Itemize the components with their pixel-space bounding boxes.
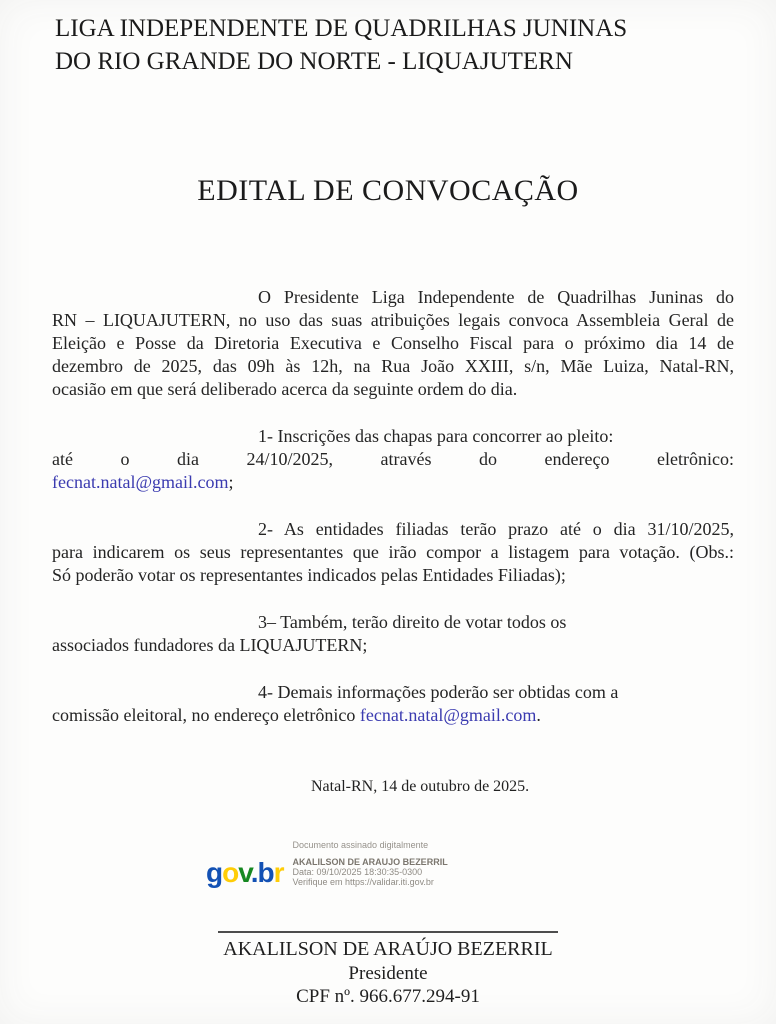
text-run: 2- As entidades filiadas terão prazo até o dia 31/10/2025, — [258, 519, 734, 539]
stamp-date: Data: 09/10/2025 18:30:35-0300 — [292, 867, 423, 877]
text-run: 1- Inscrições das chapas para concorrer ao pleito: — [258, 426, 614, 446]
header-line-1: LIGA INDEPENDENTE DE QUADRILHAS JUNINAS — [55, 15, 628, 42]
signature-block — [0, 931, 776, 1008]
text-line — [52, 378, 734, 401]
stamp-signed-note: Documento assinado digitalmente — [292, 840, 429, 850]
govbr-logo-letter: v — [238, 857, 251, 888]
govbr-signature-stamp — [206, 840, 776, 888]
paragraph — [52, 425, 734, 494]
document-title: EDITAL DE CONVOCAÇÃO — [197, 174, 579, 207]
email-link[interactable]: fecnat.natal@gmail.com — [52, 472, 229, 492]
text-line — [52, 518, 734, 541]
signature-name: AKALILSON DE ARAÚJO BEZERRIL — [223, 938, 553, 960]
header-line-2: DO RIO GRANDE DO NORTE - LIQUAJUTERN — [55, 48, 573, 75]
text-run: O Presidente Liga Independente de Quadrilhas Juninas do — [258, 287, 734, 307]
text-line — [52, 704, 734, 727]
text-run: comissão eleitoral, no endereço eletrônico — [52, 705, 360, 725]
document-header — [0, 0, 776, 78]
text-line — [52, 471, 734, 494]
text-run: para indicarem os seus representantes que irão compor a listagem para votação. (Obs.: — [52, 542, 734, 562]
text-line — [52, 425, 734, 448]
signature-role: Presidente — [348, 963, 428, 984]
signature-cpf: CPF nº. 966.677.294-91 — [296, 986, 480, 1007]
govbr-logo-letter: r — [273, 857, 284, 888]
text-line — [52, 681, 734, 704]
text-line — [52, 355, 734, 378]
text-line — [52, 634, 734, 657]
text-run: até o dia 24/10/2025, através do endereço eletrônico: — [52, 449, 734, 469]
text-run: dezembro de 2025, das 09h às 12h, na Rua João XXIII, s/n, Mãe Luiza, Natal-RN, — [52, 356, 734, 376]
govbr-logo-letter: o — [222, 857, 239, 888]
text-run: ; — [228, 472, 234, 492]
govbr-logo-letter: g — [206, 857, 223, 888]
stamp-text — [293, 840, 448, 888]
document-body — [0, 286, 776, 727]
text-run: Só poderão votar os representantes indicados pelas Entidades Filiadas); — [52, 565, 566, 585]
stamp-signer-name: AKALILSON DE ARAUJO BEZERRIL — [292, 857, 448, 867]
text-line — [52, 309, 734, 332]
paragraph — [52, 286, 734, 401]
govbr-logo-letter: .b — [250, 857, 274, 888]
paragraph — [52, 681, 734, 727]
text-run: associados fundadores da LIQUAJUTERN; — [52, 635, 368, 655]
text-run: . — [536, 705, 541, 725]
signature-rule — [218, 931, 558, 933]
stamp-verify-url: Verifique em https://validar.iti.gov.br — [292, 877, 434, 887]
govbr-logo — [206, 858, 284, 888]
text-line — [52, 541, 734, 564]
text-run: RN – LIQUAJUTERN, no uso das suas atribuições legais convoca Assembleia Geral de — [52, 310, 734, 330]
paragraph — [52, 611, 734, 657]
text-line — [52, 448, 734, 471]
text-run: Eleição e Posse da Diretoria Executiva e Conselho Fiscal para o próximo dia 14 de — [52, 333, 734, 353]
text-run: ocasião em que será deliberado acerca da seguinte ordem do dia. — [52, 379, 518, 399]
date-line: Natal-RN, 14 de outubro de 2025. — [311, 778, 530, 795]
text-line — [52, 611, 734, 634]
text-line — [52, 332, 734, 355]
text-line — [52, 564, 734, 587]
email-link[interactable]: fecnat.natal@gmail.com — [359, 705, 537, 725]
text-line — [52, 286, 734, 309]
text-run: 3– Também, terão direito de votar todos os — [258, 612, 567, 632]
paragraph — [52, 518, 734, 587]
text-run: 4- Demais informações poderão ser obtidas com a — [258, 682, 619, 702]
